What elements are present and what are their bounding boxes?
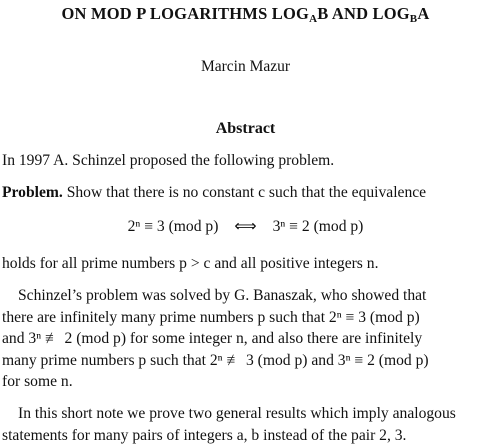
title-middle: B AND LOG — [317, 4, 410, 23]
paragraph-line-text: Schinzel’s problem was solved by G. Banaszak, who showed that — [18, 287, 427, 304]
paper-title — [0, 4, 491, 25]
intro-paragraph — [2, 150, 489, 172]
problem-text: Show that there is no constant c such that the equivalence — [66, 184, 427, 201]
note-paragraph — [2, 403, 489, 446]
abstract-heading: Abstract — [215, 120, 276, 137]
paragraph-line: In this short note we prove two general results which imply analogous — [18, 405, 456, 422]
paragraph-line: there are infinitely many prime numbers p such that 2ⁿ ≡ 3 (mod p) — [2, 308, 420, 326]
problem-label: Problem. — [2, 184, 63, 201]
holds-paragraph — [2, 253, 489, 275]
paragraph-line: and 3ⁿ ≢ 2 (mod p) for some integer n, and also there are infinitely — [2, 330, 423, 347]
paragraph-line: many prime numbers p such that 2ⁿ ≢ 3 (mod p) and 3ⁿ ≡ 2 (mod p) — [2, 351, 429, 369]
equivalence-equation — [0, 217, 491, 236]
equation-left: 2ⁿ ≡ 3 (mod p) — [127, 218, 219, 235]
title-end: A — [417, 4, 430, 23]
intro-line: In 1997 A. Schinzel proposed the following problem. — [2, 152, 335, 169]
banaszak-paragraph — [2, 285, 489, 393]
title-subscript-a: A — [309, 13, 318, 25]
title-main: ON MOD P LOGARITHMS LOG — [61, 4, 310, 23]
author-name: Marcin Mazur — [200, 58, 291, 75]
paragraph-line: statements for many pairs of integers a, b instead of the pair 2, 3. — [2, 426, 407, 444]
paragraph-line: for some n. — [2, 373, 73, 390]
equation-right: 3ⁿ ≡ 2 (mod p) — [272, 218, 364, 235]
iff-symbol: ⟺ — [234, 218, 257, 235]
title-subscript-b: B — [409, 13, 418, 25]
problem-paragraph — [2, 182, 489, 204]
holds-line: holds for all prime numbers p > c and all positive integers n. — [2, 255, 379, 272]
paragraph-line — [2, 285, 489, 307]
